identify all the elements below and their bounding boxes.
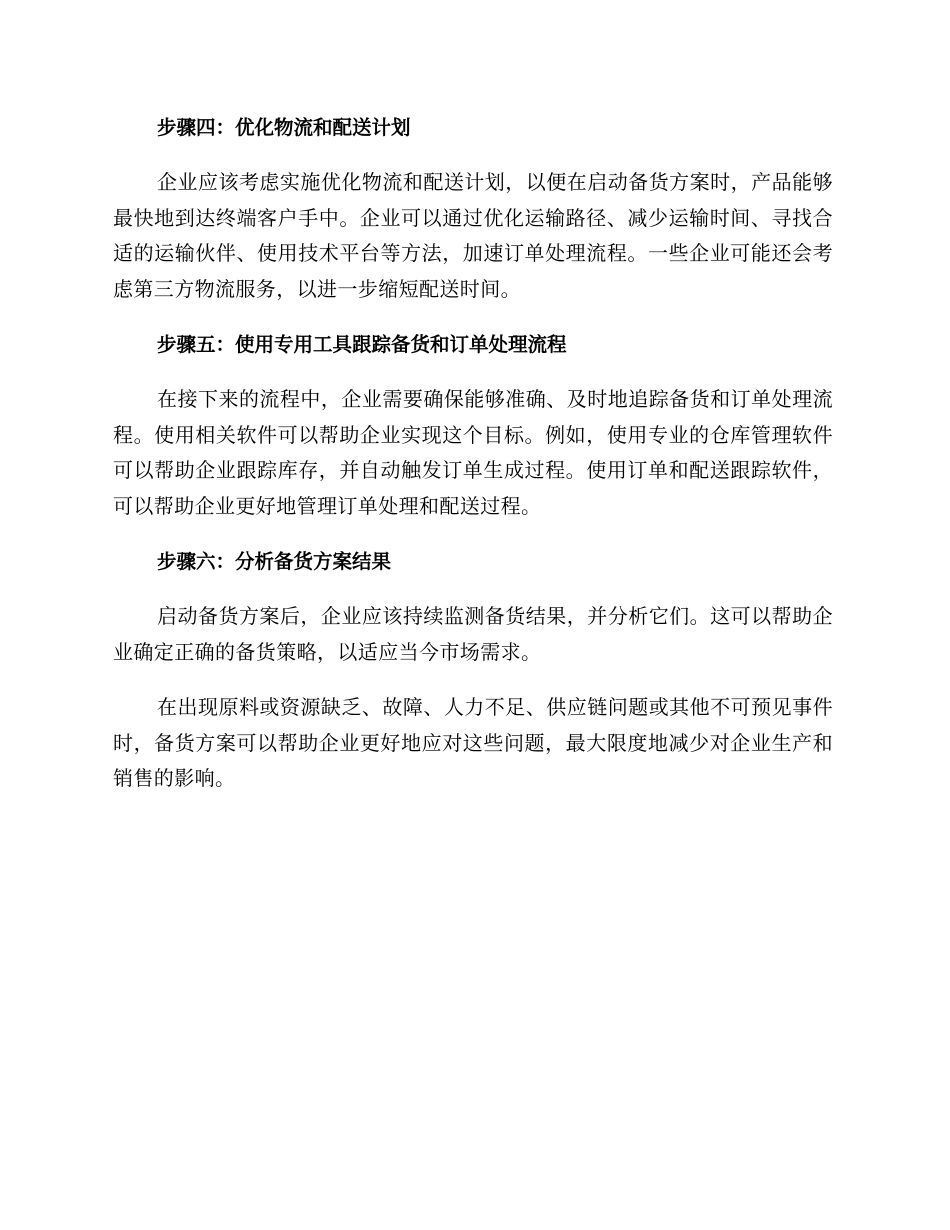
section-paragraph: 企业应该考虑实施优化物流和配送计划，以便在启动备货方案时，产品能够最快地到达终端客户手中。企业可以通过优化运输路径、减少运输时间、寻找合适的运输伙伴、使用技术平台等方法，加速订单处理流程。一些企业可能还会考虑第三方物流服务，以进一步缩短配送时间。 bbox=[113, 170, 833, 301]
spacer bbox=[113, 363, 833, 382]
section-heading-step-4: 步骤四：优化物流和配送计划 bbox=[157, 116, 411, 139]
spacer bbox=[113, 146, 833, 165]
spacer bbox=[113, 670, 833, 690]
spacer bbox=[113, 524, 833, 544]
section-paragraph: 启动备货方案后，企业应该持续监测备货结果，并分析它们。这可以帮助企业确定正确的备货策略，以适应当今市场需求。 bbox=[113, 604, 833, 664]
document-page bbox=[113, 110, 833, 797]
section-paragraph: 在接下来的流程中，企业需要确保能够准确、及时地追踪备货和订单处理流程。使用相关软件可以帮助企业实现这个目标。例如，使用专业的仓库管理软件可以帮助企业跟踪库存，并自动触发订单生成过程。使用订单和配送跟踪软件，可以帮助企业更好地管理订单处理和配送过程。 bbox=[113, 387, 833, 518]
section-paragraph: 在出现原料或资源缺乏、故障、人力不足、供应链问题或其他不可预见事件时，备货方案可以帮助企业更好地应对这些问题，最大限度地减少对企业生产和销售的影响。 bbox=[113, 695, 833, 790]
spacer bbox=[113, 580, 833, 599]
section-heading-step-6: 步骤六：分析备货方案结果 bbox=[157, 550, 392, 573]
section-heading-step-5: 步骤五：使用专用工具跟踪备货和订单处理流程 bbox=[157, 333, 567, 356]
spacer bbox=[113, 307, 833, 327]
